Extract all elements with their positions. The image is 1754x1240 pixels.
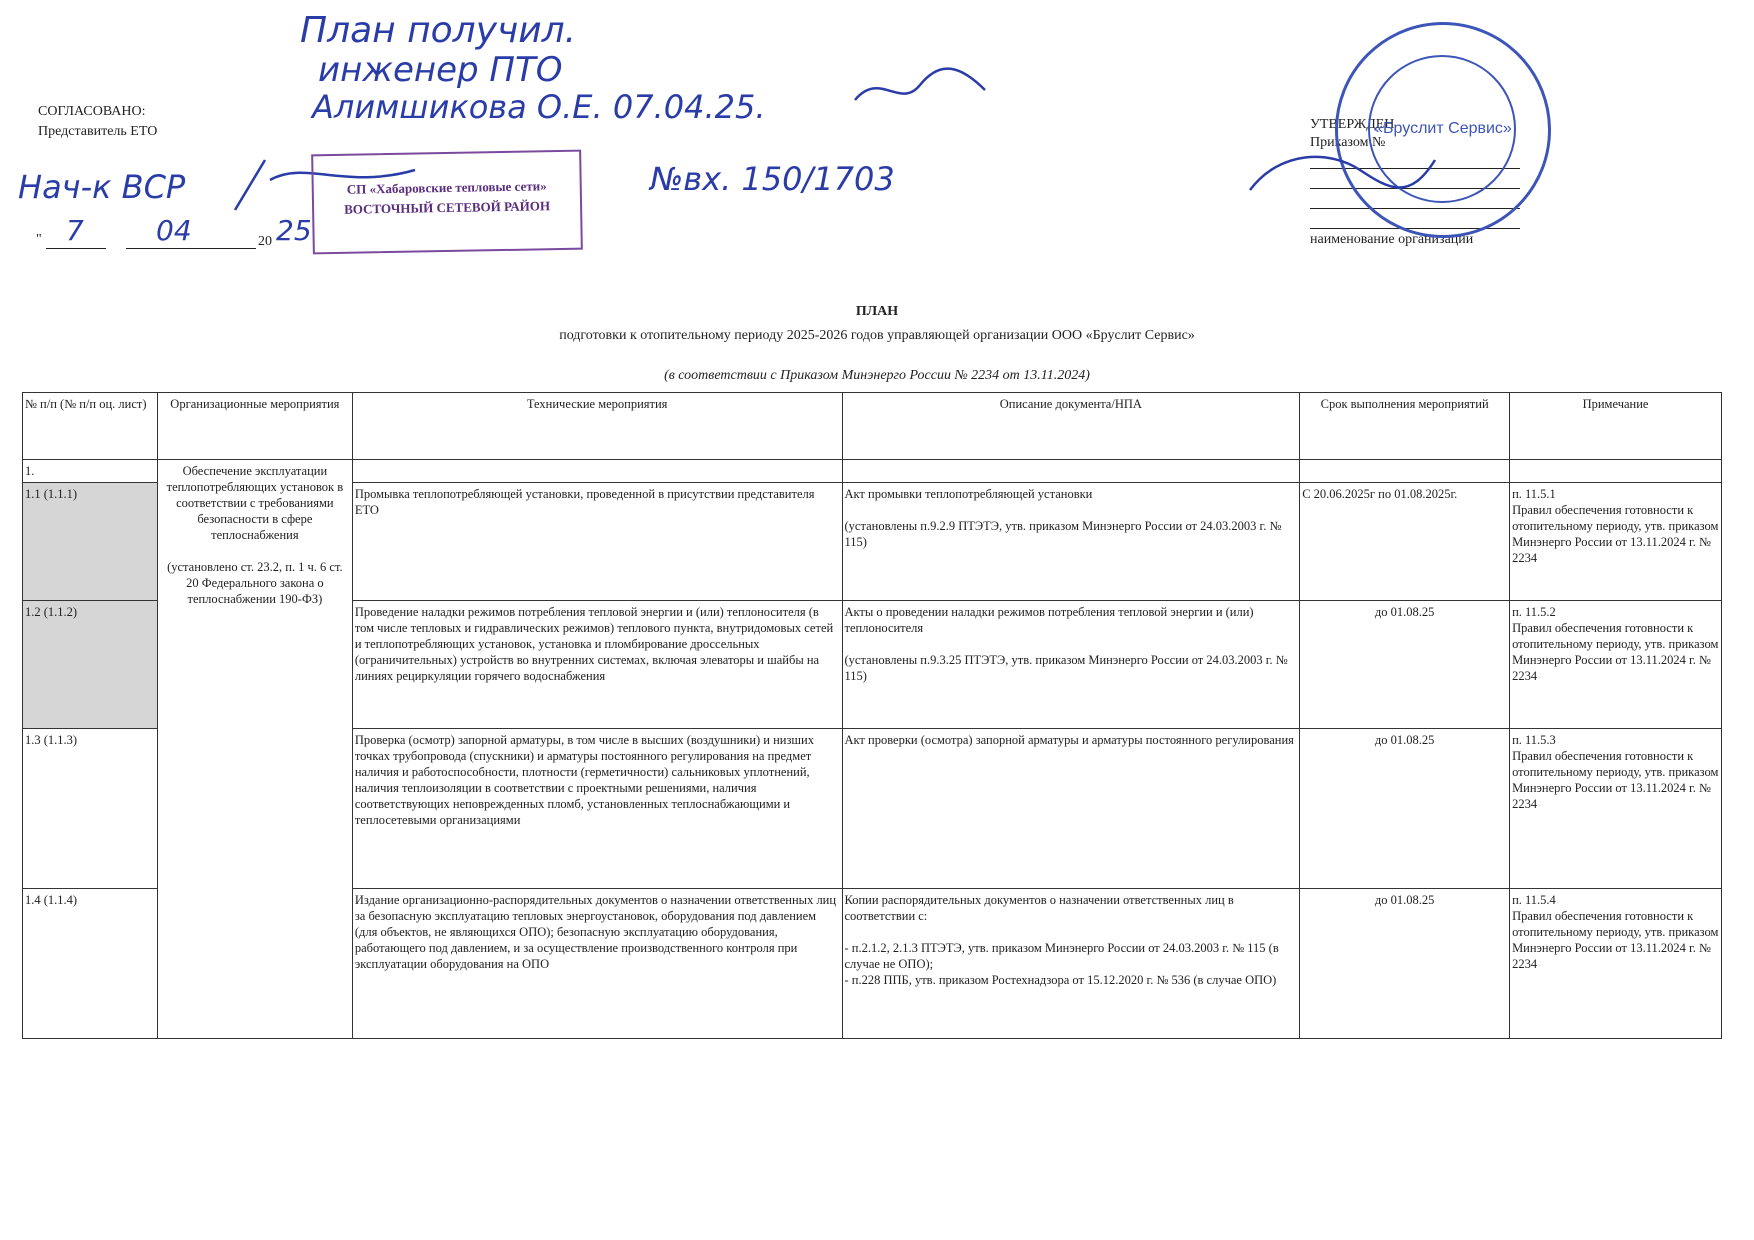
section-org [157, 460, 352, 1039]
company-stamp-name: «Бруслит Сервис» [1374, 120, 1512, 137]
approved-label: УТВЕРЖДЕН [1310, 117, 1395, 132]
row-doc-main: Акты о проведении наладки режимов потребления тепловой энергии и (или) теплоносителя [844, 605, 1254, 635]
section-tech-empty [352, 460, 842, 483]
row-doc [842, 483, 1300, 601]
network-stamp [311, 150, 583, 255]
row-term: до 01.08.25 [1300, 601, 1510, 729]
network-stamp-line1: СП «Хабаровские тепловые сети» [346, 178, 547, 197]
row-note-point: п. 11.5.3 [1512, 733, 1556, 747]
section-note-empty [1510, 460, 1722, 483]
document-title: ПЛАН [855, 304, 899, 319]
row-num: 1.2 (1.1.2) [23, 601, 158, 729]
approved-org-caption: наименование организации [1310, 232, 1474, 247]
section-org-ref: (установлено ст. 23.2, п. 1 ч. 6 ст. 20 Федерального закона о теплоснабжении 190-ФЗ) [167, 560, 343, 606]
agreed-label: СОГЛАСОВАНО: [38, 104, 146, 119]
row-doc-ref: (установлены п.9.3.25 ПТЭТЭ, утв. приказом Минэнерго России от 24.03.2003 г. № 115) [844, 653, 1288, 683]
approved-order: Приказом № [1310, 135, 1386, 150]
row-term: до 01.08.25 [1300, 729, 1510, 889]
row-tech: Издание организационно-распорядительных документов о назначении ответственных лиц за безопасную эксплуатацию тепловых энергоустановок, оборудования под давлением (для объектов, не являющихся ОПО); безопасную эксплуатацию оборудования, работающего под давлением, и за осуществление производственного контроля при эксплуатации оборудования на ОПО [352, 889, 842, 1039]
row-doc-main: Копии распорядительных документов о назначении ответственных лиц в соответствии с: [844, 893, 1234, 923]
agreed-year-prefix: 20 [258, 234, 272, 249]
row-term: до 01.08.25 [1300, 889, 1510, 1039]
table-section-row [23, 460, 1722, 483]
agreed-date-line [36, 214, 316, 249]
agreed-date-quote: " [36, 232, 42, 247]
row-doc-main: Акт проверки (осмотра) запорной арматуры и арматуры постоянного регулирования [844, 733, 1294, 747]
section-org-main: Обеспечение эксплуатации теплопотребляющих установок в соответствии с требованиями безопасности в сфере теплоснабжения [166, 464, 344, 542]
row-doc-ref: (установлены п.9.2.9 ПТЭТЭ, утв. приказом Минэнерго России от 24.03.2003 г. № 115) [844, 519, 1282, 549]
row-doc-ref: - п.2.1.2, 2.1.3 ПТЭТЭ, утв. приказом Минэнерго России от 24.03.2003 г. № 115 (в случае не ОПО); - п.228 ППБ, утв. приказом Ростехнадзора от 15.12.2020 г. № 536 (в случае ОПО) [844, 941, 1279, 987]
agreed-day-line [46, 248, 106, 249]
section-doc-empty [842, 460, 1300, 483]
handwritten-signer-note: Нач-к ВСР [18, 168, 186, 206]
agreed-year-suffix: 25 [276, 214, 312, 247]
header-doc: Описание документа/НПА [842, 393, 1300, 460]
header-note: Примечание [1510, 393, 1722, 460]
handwritten-received-line3: Алимшикова О.Е. 07.04.25. [312, 88, 766, 126]
row-note-text: Правил обеспечения готовности к отопительному периоду, утв. приказом Минэнерго России от 13.11.2024 г. № 2234 [1512, 749, 1719, 811]
row-note-text: Правил обеспечения готовности к отопительному периоду, утв. приказом Минэнерго России от 13.11.2024 г. № 2234 [1512, 503, 1719, 565]
row-note-text: Правил обеспечения готовности к отопительному периоду, утв. приказом Минэнерго России от 13.11.2024 г. № 2234 [1512, 909, 1719, 971]
network-stamp-line2: ВОСТОЧНЫЙ СЕТЕВОЙ РАЙОН [343, 198, 551, 217]
row-note-point: п. 11.5.4 [1512, 893, 1556, 907]
row-note [1510, 483, 1722, 601]
row-num: 1.3 (1.1.3) [23, 729, 158, 889]
row-doc [842, 889, 1300, 1039]
section-num: 1. [23, 460, 158, 483]
handwritten-signature [850, 60, 990, 125]
row-note-text: Правил обеспечения готовности к отопительному периоду, утв. приказом Минэнерго России от 13.11.2024 г. № 2234 [1512, 621, 1719, 683]
agreed-month-line [126, 248, 256, 249]
row-tech: Промывка теплопотребляющей установки, проведенной в присутствии представителя ЕТО [352, 483, 842, 601]
document-decree: (в соответствии с Приказом Минэнерго России № 2234 от 13.11.2024) [664, 368, 1090, 383]
row-note-point: п. 11.5.2 [1512, 605, 1556, 619]
agreed-day: 7 [66, 214, 84, 247]
agreed-block [38, 102, 157, 142]
agreed-month: 04 [156, 214, 192, 247]
handwritten-reg-number: №вх. 150/1703 [650, 160, 895, 198]
header-tech: Технические мероприятия [352, 393, 842, 460]
row-note [1510, 601, 1722, 729]
section-term-empty [1300, 460, 1510, 483]
row-note-point: п. 11.5.1 [1512, 487, 1556, 501]
plan-table [22, 392, 1722, 1039]
row-doc [842, 729, 1300, 889]
row-tech: Проверка (осмотр) запорной арматуры, в том числе в высших (воздушники) и низших точках трубопровода (спускники) и арматуры постоянного регулирования на предмет наличия и работоспособности, плотности (герметичности) сальниковых уплотнений, наличия теплоизоляции в соответствии с проектными решениями, наличия соответствующих неповрежденных пломб, установленных теплоснабжающими и теплосетевыми организациями [352, 729, 842, 889]
row-tech: Проведение наладки режимов потребления тепловой энергии и (или) теплоносителя (в том числе тепловых и гидравлических режимов) теплового пункта, внутридомовых сетей и теплопотребляющих установок, установка и пломбирование дроссельных (ограничительных) устройств во внутренних системах, включая элеваторы и шайбы на линиях рециркуляции горячего водоснабжения [352, 601, 842, 729]
row-num: 1.1 (1.1.1) [23, 483, 158, 601]
agreed-representative: Представитель ЕТО [38, 124, 158, 139]
table-header-row [23, 393, 1722, 460]
row-note [1510, 729, 1722, 889]
handwritten-received-line2: инженер ПТО [318, 50, 563, 90]
row-term: С 20.06.2025г по 01.08.2025г. [1300, 483, 1510, 601]
approved-signature [1240, 130, 1440, 215]
document-subtitle: подготовки к отопительному периоду 2025-2026 годов управляющей организации ООО «Бруслит Сервис» [559, 328, 1195, 343]
header-term: Срок выполнения мероприятий [1300, 393, 1510, 460]
header-num: № п/п (№ п/п оц. лист) [23, 393, 158, 460]
row-doc-main: Акт промывки теплопотребляющей установки [844, 487, 1093, 501]
row-note [1510, 889, 1722, 1039]
header-org: Организационные мероприятия [157, 393, 352, 460]
handwritten-received-line1: План получил. [300, 10, 577, 51]
row-num: 1.4 (1.1.4) [23, 889, 158, 1039]
row-doc [842, 601, 1300, 729]
